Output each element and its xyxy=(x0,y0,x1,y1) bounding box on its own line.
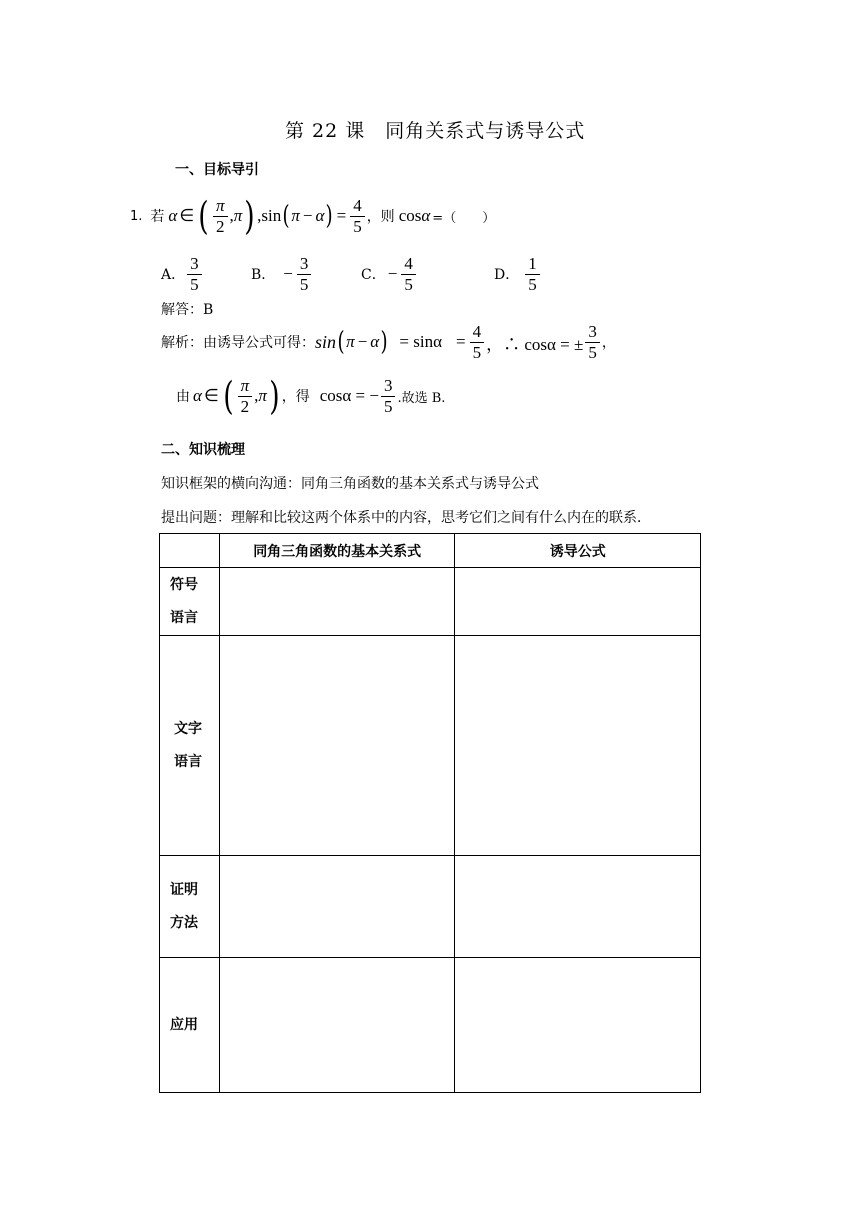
pi-over-2: $\frac{\pi}{2}$ xyxy=(213,196,228,236)
cell-symbolic-induction[interactable] xyxy=(455,568,701,636)
row-label-proof: 证明 方法 xyxy=(160,856,220,958)
cell-verbal-induction[interactable] xyxy=(455,636,701,856)
cell-verbal-basic[interactable] xyxy=(219,636,455,856)
row-label-verbal: 文字 语言 xyxy=(160,636,220,856)
left-paren: ( xyxy=(198,194,209,239)
sin-function: sin xyxy=(261,206,282,226)
page-title: 第 22 课 同角关系式与诱导公式 xyxy=(285,120,586,142)
option-d: D． $\frac{1}{5}$ xyxy=(494,254,542,294)
analysis-line: 解析：由诱导公式可得： sin ( π − α ) = sinα = $\frac{4}{5}$ ，∴ cosα = ± $\frac{3}{5}$ ， xyxy=(161,322,616,362)
cell-application-induction[interactable] xyxy=(455,958,701,1093)
question-number: 1. xyxy=(130,208,143,224)
question-then: ，则 xyxy=(366,209,395,226)
knowledge-line-2: 提出问题：理解和比较这两个体系中的内容，思考它们之间有什么内在的联系． xyxy=(161,510,651,526)
table-header-induction-formulas: 诱导公式 xyxy=(455,534,701,568)
alpha-symbol: α xyxy=(168,206,178,226)
cell-proof-induction[interactable] xyxy=(455,856,701,958)
option-b: B． − $\frac{3}{5}$ xyxy=(251,254,313,294)
knowledge-line-1: 知识框架的横向沟通：同角三角函数的基本关系式与诱导公式 xyxy=(161,476,539,492)
section-heading-knowledge: 二、知识梳理 xyxy=(161,442,245,458)
table-header-row xyxy=(160,534,701,568)
question-if: 若 xyxy=(150,209,165,226)
table-row-application xyxy=(160,958,701,1093)
question-ask: =（ ） xyxy=(432,210,496,226)
table-header-basic-relations: 同角三角函数的基本关系式 xyxy=(219,534,455,568)
table-row-verbal xyxy=(160,636,701,856)
row-label-application: 应用 xyxy=(160,958,220,1093)
cell-symbolic-basic[interactable] xyxy=(219,568,455,636)
option-a: A． $\frac{3}{5}$ xyxy=(161,254,204,294)
in-symbol: ∈ xyxy=(179,206,195,226)
table-header-empty xyxy=(160,534,220,568)
right-paren: ) xyxy=(244,194,255,239)
answer-text: 解答：B xyxy=(161,302,214,318)
option-c: C． − $\frac{4}{5}$ xyxy=(361,254,418,294)
cell-proof-basic[interactable] xyxy=(219,856,455,958)
question-1: 1. 若 α ∈ ( $\frac{\pi}{2}$ , π ) , sin ( π − α ) = $\frac{4}{5}$ ，则 cos α =（ ） xyxy=(130,194,496,239)
section-heading-goals: 一、目标导引 xyxy=(175,162,259,178)
cos-function: cos xyxy=(398,206,422,226)
table-row-symbolic xyxy=(160,568,701,636)
comparison-table xyxy=(159,533,701,1093)
four-fifths: $\frac{4}{5}$ xyxy=(350,196,365,236)
conclusion-line: 由 α ∈ ( $\frac{\pi}{2}$ , π ) ，得 cosα = − $\frac{3}{5}$ .故选 B. xyxy=(176,374,446,419)
cell-application-basic[interactable] xyxy=(219,958,455,1093)
row-label-symbolic: 符号 语言 xyxy=(160,568,220,636)
table-row-proof xyxy=(160,856,701,958)
